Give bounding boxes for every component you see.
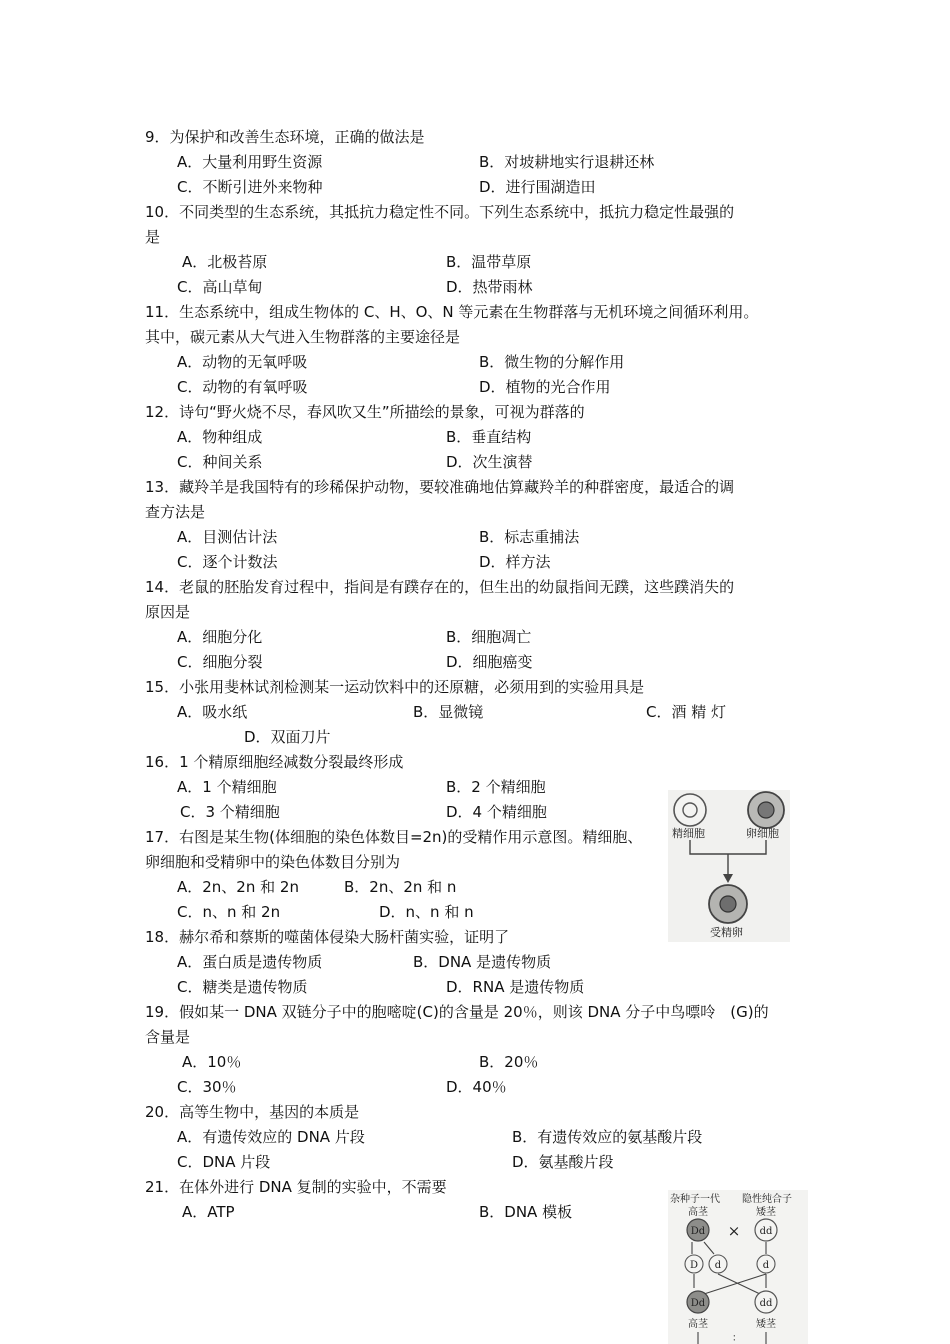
- question-15-option-a: A．吸水纸: [177, 703, 248, 721]
- question-19-stem-line-1: 19．假如某一 DNA 双链分子中的胞嘧啶(C)的含量是 20％，则该 DNA 分子中鸟嘌呤 (G)的: [145, 1003, 769, 1021]
- parent-right-genotype: dd: [759, 1226, 773, 1237]
- question-15-option-d: D．双面刀片: [244, 728, 331, 746]
- question-20-option-d: D．氨基酸片段: [512, 1153, 614, 1171]
- parent-right-phenotype: 矮茎: [756, 1207, 776, 1218]
- question-17-option-a: A．2n、2n 和 2n: [177, 878, 299, 896]
- question-9-option-c: C．不断引进外来物种: [177, 178, 323, 196]
- question-17-stem-line-2: 卵细胞和受精卵中的染色体数目分别为: [145, 853, 401, 871]
- question-9-option-a: A．大量利用野生资源: [177, 153, 323, 171]
- question-18-option-a: A．蛋白质是遗传物质: [177, 953, 323, 971]
- question-12-option-c: C．种间关系: [177, 453, 263, 471]
- question-14-option-a: A．细胞分化: [177, 628, 263, 646]
- zygote-label: 受精卵: [710, 926, 743, 939]
- question-21-option-b: B．DNA 模板: [479, 1203, 573, 1221]
- title-left: 杂种子一代: [670, 1194, 720, 1205]
- svg-text:d: d: [762, 1260, 770, 1271]
- question-11-stem-line-1: 11．生态系统中，组成生物体的 C、H、O、N 等元素在生物群落与无机环境之间循环利用。: [145, 303, 759, 321]
- offspring-left-phenotype: 高茎: [688, 1319, 708, 1330]
- question-16-option-d: D．4 个精细胞: [446, 803, 547, 821]
- question-20-option-c: C．DNA 片段: [177, 1153, 271, 1171]
- offspring-left-cell: [687, 1291, 709, 1313]
- question-12-stem: 12．诗句“野火烧不尽，春风吹又生”所描绘的景象，可视为群落的: [145, 403, 585, 421]
- question-19-option-b: B．20％: [479, 1053, 539, 1071]
- svg-text:d: d: [714, 1260, 722, 1271]
- offspring-right-cell: [755, 1291, 777, 1313]
- question-19-stem-line-2: 含量是: [145, 1028, 191, 1046]
- question-20-option-a: A．有遗传效应的 DNA 片段: [177, 1128, 365, 1146]
- cross-symbol: ×: [727, 1222, 741, 1240]
- question-9-option-d: D．进行围湖造田: [479, 178, 596, 196]
- question-15-stem: 15．小张用斐林试剂检测某一运动饮料中的还原糖，必须用到的实验用具是: [145, 678, 645, 696]
- question-19-option-c: C．30％: [177, 1078, 237, 1096]
- question-20-stem: 20．高等生物中，基因的本质是: [145, 1103, 360, 1121]
- question-9-stem: 9．为保护和改善生态环境，正确的做法是: [145, 128, 425, 146]
- question-14-option-c: C．细胞分裂: [177, 653, 263, 671]
- egg-label: 卵细胞: [746, 827, 779, 840]
- question-13-option-d: D．样方法: [479, 553, 551, 571]
- question-13-option-b: B．标志重捕法: [479, 528, 580, 546]
- question-14-option-b: B．细胞凋亡: [446, 628, 532, 646]
- question-17-option-d: D．n、n 和 n: [379, 903, 474, 921]
- question-12-option-b: B．垂直结构: [446, 428, 532, 446]
- question-13-stem-line-2: 查方法是: [145, 503, 206, 521]
- question-14-option-d: D．细胞癌变: [446, 653, 533, 671]
- svg-text:dd: dd: [759, 1298, 773, 1309]
- question-18-option-c: C．糖类是遗传物质: [177, 978, 308, 996]
- question-14-stem-line-2: 原因是: [145, 603, 191, 621]
- question-16-option-b: B．2 个精细胞: [446, 778, 546, 796]
- question-16-stem: 16．1 个精原细胞经减数分裂最终形成: [145, 753, 404, 771]
- question-19-option-d: D．40％: [446, 1078, 507, 1096]
- question-13-option-a: A．目测估计法: [177, 528, 278, 546]
- question-19-option-a: A．10％: [182, 1053, 242, 1071]
- title-right: 隐性纯合子: [742, 1194, 792, 1205]
- question-18-stem: 18．赫尔希和蔡斯的噬菌体侵染大肠杆菌实验，证明了: [145, 928, 510, 946]
- question-16-option-a: A．1 个精细胞: [177, 778, 277, 796]
- question-15-option-c: C．酒 精 灯: [646, 703, 727, 721]
- gamete-big-d: [685, 1255, 703, 1273]
- offspring-right-phenotype: 矮茎: [756, 1319, 776, 1330]
- question-20-option-b: B．有遗传效应的氨基酸片段: [512, 1128, 703, 1146]
- question-15-option-b: B．显微镜: [413, 703, 484, 721]
- egg-cell: [748, 792, 784, 828]
- parent-right-cell: [755, 1219, 777, 1241]
- question-13-option-c: C．逐个计数法: [177, 553, 278, 571]
- question-11-option-b: B．微生物的分解作用: [479, 353, 625, 371]
- sperm-cell: [674, 794, 706, 826]
- svg-text:Dd: Dd: [690, 1298, 706, 1309]
- question-13-stem-line-1: 13．藏羚羊是我国特有的珍稀保护动物，要较准确地估算藏羚羊的种群密度，最适合的调: [145, 478, 735, 496]
- question-11-option-a: A．动物的无氧呼吸: [177, 353, 308, 371]
- question-9-option-b: B．对坡耕地实行退耕还林: [479, 153, 655, 171]
- question-17-option-b: B．2n、2n 和 n: [344, 878, 457, 896]
- parent-left-genotype: Dd: [690, 1226, 706, 1237]
- question-14-stem-line-1: 14．老鼠的胚胎发育过程中，指间是有蹼存在的，但生出的幼鼠指间无蹼，这些蹼消失的: [145, 578, 735, 596]
- question-21-option-a: A．ATP: [182, 1203, 235, 1221]
- question-17-option-c: C．n、n 和 2n: [177, 903, 281, 921]
- question-18-option-d: D．RNA 是遗传物质: [446, 978, 585, 996]
- question-12-option-a: A．物种组成: [177, 428, 263, 446]
- svg-text:D: D: [689, 1260, 699, 1271]
- gamete-small-d-left: [709, 1255, 727, 1273]
- sperm-label: 精细胞: [672, 827, 705, 840]
- question-10-option-a: A．北极苔原: [182, 253, 268, 271]
- question-11-option-c: C．动物的有氧呼吸: [177, 378, 308, 396]
- question-16-option-c: C．3 个精细胞: [180, 803, 280, 821]
- question-10-option-c: C．高山草甸: [177, 278, 263, 296]
- fertilization-diagram: [668, 790, 790, 942]
- question-17-stem-line-1: 17．右图是某生物(体细胞的染色体数目=2n)的受精作用示意图。精细胞、: [145, 828, 643, 846]
- question-11-option-d: D．植物的光合作用: [479, 378, 611, 396]
- question-18-option-b: B．DNA 是遗传物质: [413, 953, 552, 971]
- question-10-stem-line-1: 10．不同类型的生态系统，其抵抗力稳定性不同。下列生态系统中，抵抗力稳定性最强的: [145, 203, 735, 221]
- question-10-option-d: D．热带雨林: [446, 278, 533, 296]
- question-10-option-b: B．温带草原: [446, 253, 532, 271]
- ratio-colon: ：: [732, 1333, 742, 1344]
- zygote: [709, 885, 747, 923]
- parent-left-cell: [687, 1219, 709, 1241]
- question-12-option-d: D．次生演替: [446, 453, 533, 471]
- question-10-stem-line-2: 是: [145, 228, 161, 246]
- parent-left-phenotype: 高茎: [688, 1207, 708, 1218]
- gamete-small-d-right: [757, 1255, 775, 1273]
- question-21-stem: 21．在体外进行 DNA 复制的实验中，不需要: [145, 1178, 447, 1196]
- test-cross-diagram: [668, 1190, 808, 1344]
- question-11-stem-line-2: 其中，碳元素从大气进入生物群落的主要途径是: [145, 328, 461, 346]
